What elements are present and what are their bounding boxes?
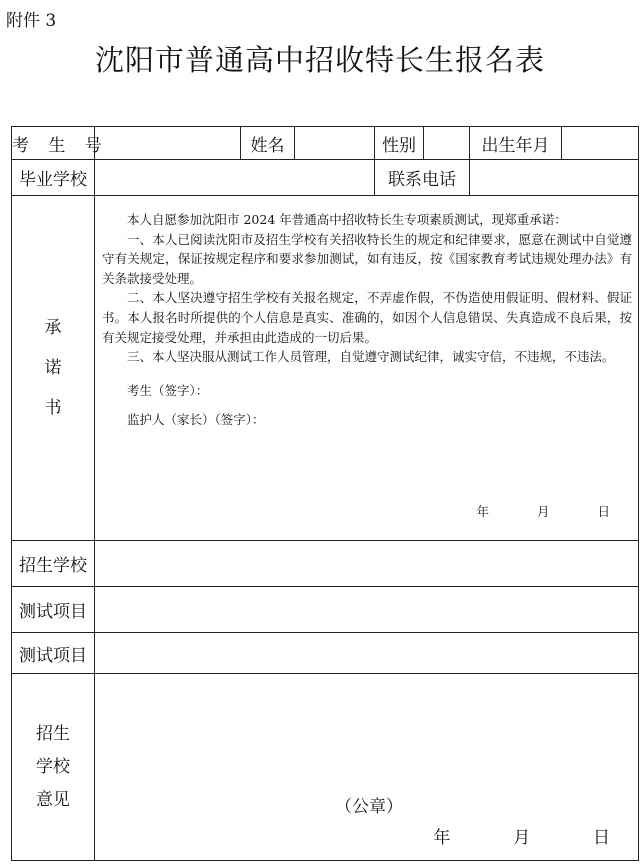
row-school-opinion [12, 674, 639, 861]
name-field[interactable] [295, 127, 375, 160]
gender-label: 性别 [375, 127, 424, 160]
pledge-label [12, 196, 95, 541]
test-item-field[interactable] [95, 587, 639, 633]
guardian-signature-line[interactable]: 监护人（家长）（签字）： [127, 412, 265, 428]
school-opinion-field[interactable] [95, 674, 639, 861]
exam-number-label: 考 生 号 [12, 127, 95, 160]
pledge-paragraph: 一、本人已阅读沈阳市及招生学校有关招收特长生的规定和纪律要求，愿意在测试中自觉遵守有关规定，保证按规定程序和要求参加测试，如有违反，按《国家教育考试违规处理办法》有关条款接受处理。 [102, 231, 632, 286]
official-seal-placeholder: （公章） [335, 797, 403, 817]
date-year: 年 [476, 504, 490, 520]
graduation-school-label: 毕业学校 [12, 160, 95, 196]
contact-phone-field[interactable] [470, 160, 639, 196]
row-basic-info [12, 127, 639, 160]
pledge-paragraph: 三、本人坚决服从测试工作人员管理，自觉遵守测试纪律，诚实守信，不违规，不违法。 [127, 349, 615, 365]
test-item-label: 测试项目 [12, 587, 95, 633]
birth-date-field[interactable] [562, 127, 639, 160]
pledge-label-char: 承 [44, 318, 62, 338]
pledge-content-cell [95, 196, 639, 541]
enroll-school-label: 招生学校 [12, 541, 95, 587]
registration-form-table [11, 126, 639, 861]
school-opinion-label-line: 学校 [36, 756, 70, 777]
opinion-date [433, 823, 610, 848]
row-enroll-school [12, 541, 639, 587]
row-test-item-1 [12, 587, 639, 633]
enroll-school-field[interactable] [95, 541, 639, 587]
pledge-paragraph: 本人自愿参加沈阳市 2024 年普通高中招收特长生专项素质测试，现郑重承诺： [127, 212, 567, 227]
gender-field[interactable] [424, 127, 470, 160]
date-year: 年 [433, 828, 451, 848]
school-opinion-label [12, 674, 95, 861]
date-day: 日 [593, 828, 610, 848]
attachment-label: 附件 3 [6, 11, 57, 31]
row-school-contact [12, 160, 639, 196]
date-month: 月 [513, 828, 531, 848]
school-opinion-label-line: 意见 [36, 789, 70, 810]
graduation-school-field[interactable] [95, 160, 375, 196]
form-title: 沈阳市普通高中招收特长生报名表 [94, 43, 545, 77]
row-test-item-2 [12, 633, 639, 674]
pledge-text [95, 196, 638, 526]
pledge-paragraph: 二、本人坚决遵守招生学校有关报名规定，不弄虚作假，不伪造使用假证明、假材料、假证书。本人报名时所提供的个人信息是真实、准确的，如因个人信息错误、失真造成不良后果，按有关规定接受处理，并承担由此造成的一切后果。 [102, 290, 632, 345]
date-day: 日 [597, 504, 610, 520]
pledge-label-char: 诺 [44, 358, 62, 378]
student-signature-line[interactable]: 考生（签字）： [127, 382, 209, 398]
date-month: 月 [537, 504, 550, 520]
pledge-label-char: 书 [44, 398, 62, 418]
exam-number-field[interactable] [95, 127, 241, 160]
test-item-label: 测试项目 [12, 633, 95, 674]
name-label: 姓名 [241, 127, 295, 160]
row-pledge [12, 196, 639, 541]
test-item-field[interactable] [95, 633, 639, 674]
pledge-date [477, 502, 610, 522]
contact-phone-label: 联系电话 [375, 160, 470, 196]
birth-date-label: 出生年月 [470, 127, 562, 160]
school-opinion-label-line: 招生 [36, 723, 70, 744]
